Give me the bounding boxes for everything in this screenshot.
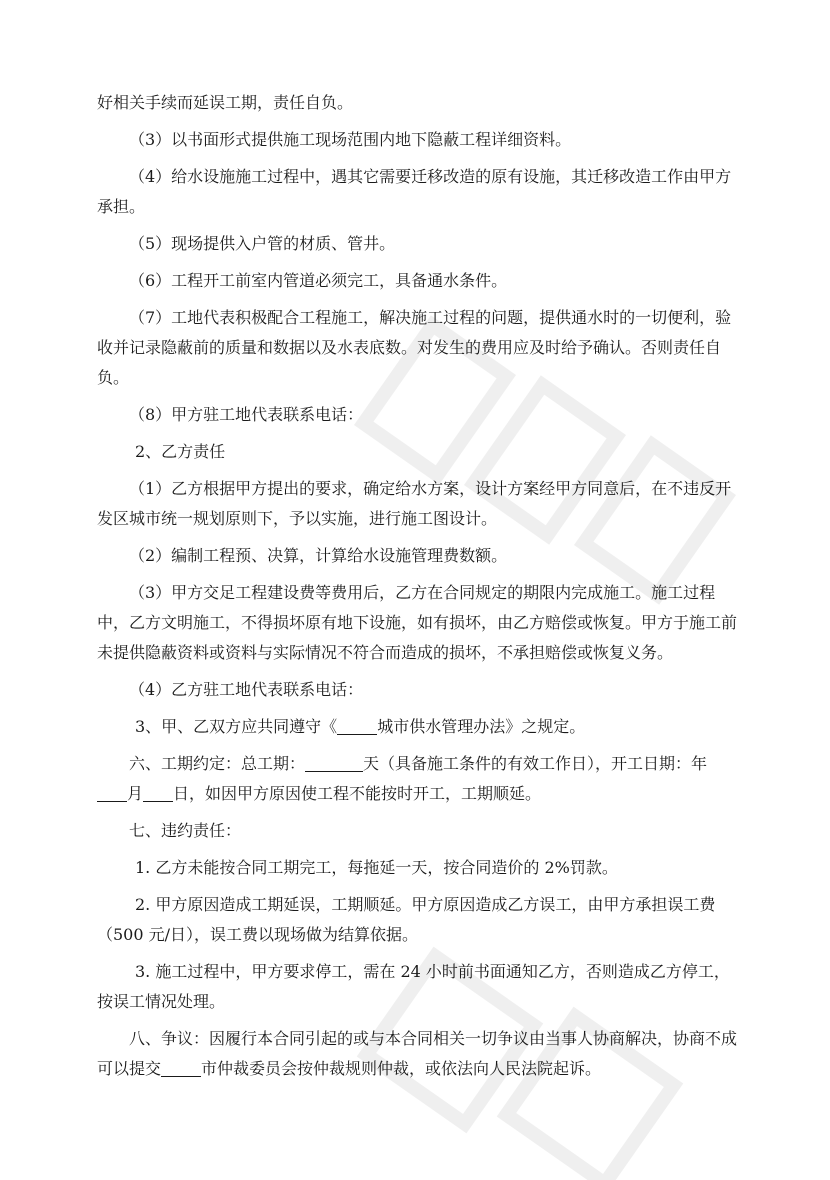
text-segment: 六、工期约定：总工期：: [129, 754, 306, 773]
blank-line: [143, 783, 173, 802]
paragraph: （2）编制工程预、决算，计算给水设施管理费数额。: [129, 546, 508, 565]
text-segment: 天（具备施工条件的有效工作日），开工日期：: [363, 754, 692, 773]
section-heading: 七、违约责任：: [129, 821, 242, 840]
paragraph: （4）乙方驻工地代表联系电话：: [129, 680, 364, 699]
paragraph: 2. 甲方原因造成工期延误，工期顺延。甲方原因造成乙方误工，由甲方承担误工费（500 元/日），误工费以现场做为结算依据。: [97, 895, 716, 944]
paragraph: 3. 施工过程中，甲方要求停工，需在 24 小时前书面通知乙方，否则造成乙方停工，按误工情况处理。: [97, 962, 730, 1011]
text-segment: 市仲裁委员会按仲裁规则仲裁，或依法向人民法院起诉。: [201, 1059, 602, 1078]
paragraph: （7）工地代表积极配合工程施工，解决施工过程的问题，提供通水时的一切便利，验收并记录隐蔽前的质量和数据以及水表底数。对发生的费用应及时给予确认。否则责任自负。: [97, 308, 732, 387]
paragraph: （6）工程开工前室内管道必须完工，具备通水条件。: [129, 271, 508, 290]
paragraph: 1. 乙方未能按合同工期完工，每拖延一天，按合同造价的 2%罚款。: [135, 858, 618, 877]
section-heading: 2、乙方责任: [135, 442, 226, 461]
blank-line: [337, 716, 377, 735]
text-segment: 3、甲、乙双方应共同遵守《: [135, 717, 338, 736]
paragraph: 好相关手续而延误工期，责任自负。: [97, 93, 354, 112]
paragraph: [97, 712, 737, 742]
paragraph: [97, 749, 737, 809]
paragraph: （4）给水设施施工过程中，遇其它需要迁移改造的原有设施，其迁移改造工作由甲方承担。: [97, 167, 732, 216]
paragraph: （3）甲方交足工程建设费等费用后，乙方在合同规定的期限内完成施工。施工过程中，乙方文明施工，不得损坏原有地下设施，如有损坏，由乙方赔偿或恢复。甲方于施工前未提供隐蔽资料或资料与实际情况不符合而造成的损坏，不承担赔偿或恢复义务。: [97, 583, 738, 662]
document-body: [97, 88, 737, 1091]
paragraph: [97, 1024, 737, 1084]
paragraph: （3）以书面形式提供施工现场范围内地下隐蔽工程详细资料。: [129, 130, 572, 149]
text-segment: 八、争议：因履行本合同引起的或与本合同相关一切争议由当事人协商解决，协商不成可以提交: [97, 1029, 738, 1078]
blank-line: [97, 783, 127, 802]
text-segment: 城市供水管理办法》之规定。: [377, 717, 586, 736]
paragraph: （8）甲方驻工地代表联系电话：: [129, 405, 364, 424]
paragraph: （5）现场提供入户管的材质、管井。: [129, 234, 396, 253]
text-segment: 月: [127, 784, 144, 803]
text-segment: 年: [691, 754, 708, 773]
paragraph: （1）乙方根据甲方提出的要求，确定给水方案，设计方案经甲方同意后，在不违反开发区城市统一规划原则下，予以实施，进行施工图设计。: [97, 479, 732, 528]
blank-line: [161, 1058, 201, 1077]
blank-line: [305, 753, 363, 772]
text-segment: 日，如因甲方原因使工程不能按时开工，工期顺延。: [173, 784, 542, 803]
